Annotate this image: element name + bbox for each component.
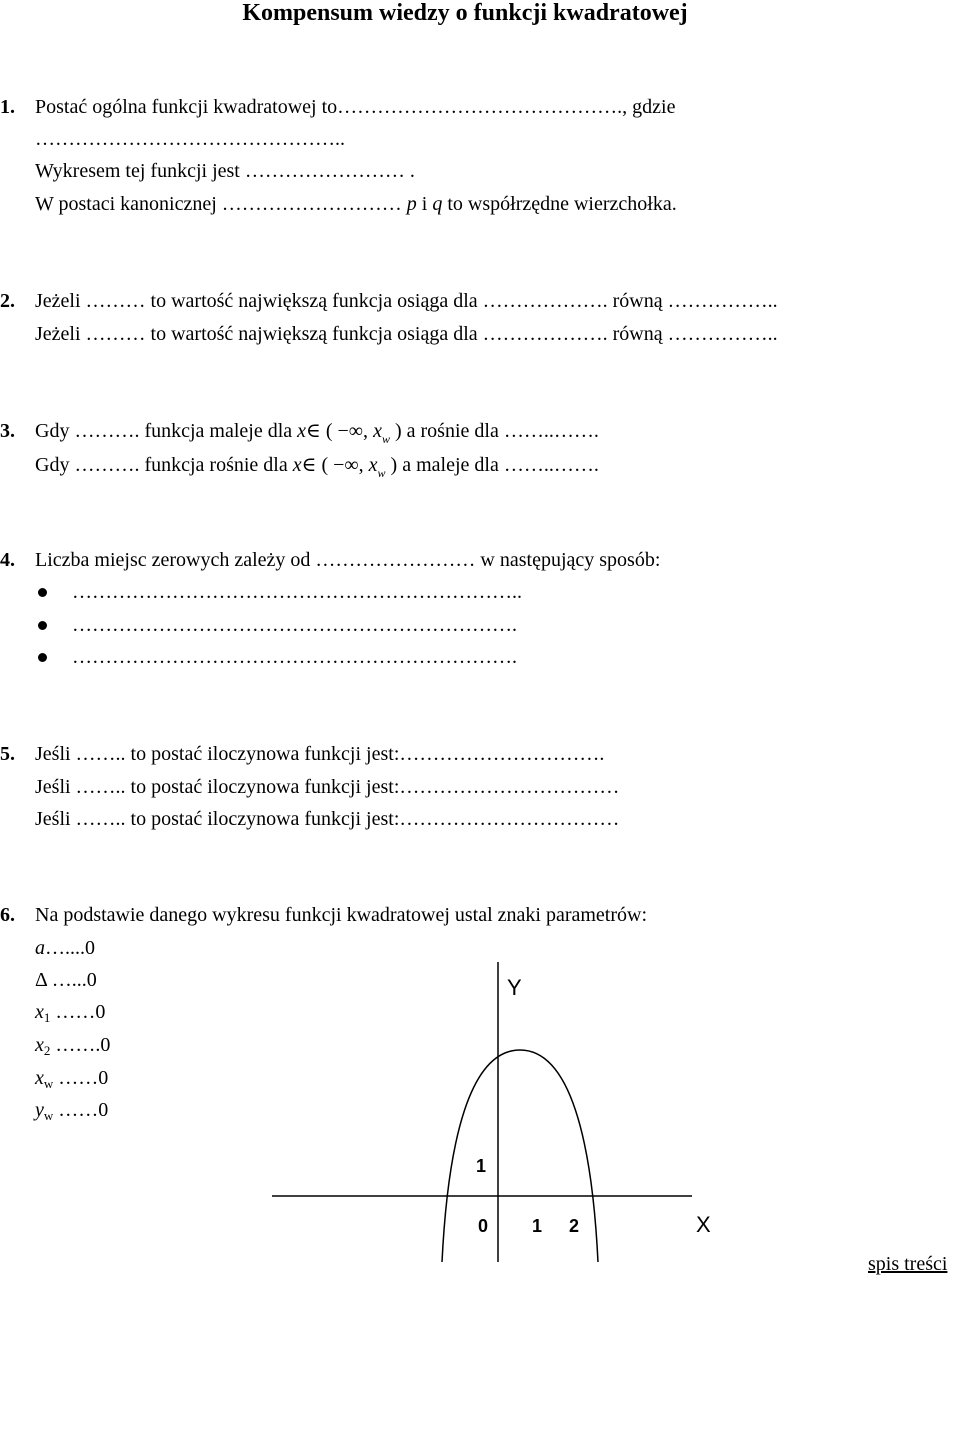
q1-number: 1.: [0, 96, 15, 118]
q2-line-2: Jeżeli ……… to wartość największą funkcja osiąga dla ………………. równą ……………..: [35, 323, 778, 345]
origin-label: 0: [478, 1216, 489, 1236]
y-axis-label: Y: [507, 975, 522, 1000]
q6-number: 6.: [0, 904, 15, 926]
q5-line-3: Jeśli …….. to postać iloczynowa funkcji jest:……………………………: [35, 808, 620, 830]
q1-line-4: W postaci kanonicznej ……………………… p i q to współrzędne wierzchołka.: [35, 193, 677, 215]
x-tick-1: 1: [532, 1216, 543, 1236]
q4-line-1: 4. Liczba miejsc zerowych zależy od …………………… w następujący sposób:: [0, 549, 661, 571]
q4-bullet-3: ………………………………………………………….: [72, 646, 517, 668]
q5-line-2: Jeśli …….. to postać iloczynowa funkcji jest:……………………………: [35, 776, 620, 798]
x-axis-label: X: [696, 1212, 711, 1237]
param-x2: $x_2$ …….0: [35, 1034, 111, 1058]
q2-line-1: 2. Jeżeli ……… to wartość największą funkcja osiąga dla ………………. równą ……………..: [0, 290, 778, 312]
y-tick-1: 1: [476, 1156, 487, 1176]
q1-line-1: 1. Postać ogólna funkcji kwadratowej to……………………………………., gdzie: [0, 96, 676, 118]
param-xw: $x_w$ ……0: [35, 1067, 109, 1091]
q3-line-2: Gdy ………. funkcja rośnie dla x∈ ( −∞, $x_w$ ) a maleje dla ……..…….: [35, 454, 599, 480]
q5-number: 5.: [0, 743, 15, 765]
param-x1: $x_1$ ……0: [35, 1001, 106, 1025]
q1-line-3: Wykresem tej funkcji jest …………………… .: [35, 160, 415, 182]
q5-line-1: 5. Jeśli …….. to postać iloczynowa funkcji jest:………………………….: [0, 743, 605, 765]
x-tick-2: 2: [569, 1216, 580, 1236]
param-a: a…....0: [35, 937, 95, 959]
q4-bullet-2: ………………………………………………………….: [72, 614, 517, 636]
param-yw: $y_w$ ……0: [35, 1099, 109, 1123]
q4-number: 4.: [0, 549, 15, 571]
q2-number: 2.: [0, 290, 15, 312]
table-of-contents-link[interactable]: spis treści: [868, 1253, 948, 1275]
q3-line-1: 3. Gdy ………. funkcja maleje dla x∈ ( −∞, $x_w$ ) a rośnie dla ……..…….: [0, 420, 599, 446]
q1-line-2: ………………………………………..: [35, 128, 345, 150]
document-title: Kompensum wiedzy o funkcji kwadratowej: [242, 0, 688, 26]
param-delta: Δ …...0: [35, 969, 97, 991]
q6-line-1: 6. Na podstawie danego wykresu funkcji kwadratowej ustal znaki parametrów:: [0, 904, 648, 926]
q3-number: 3.: [0, 420, 15, 442]
q4-bullet-1: …………………………………………………………..: [72, 581, 522, 603]
